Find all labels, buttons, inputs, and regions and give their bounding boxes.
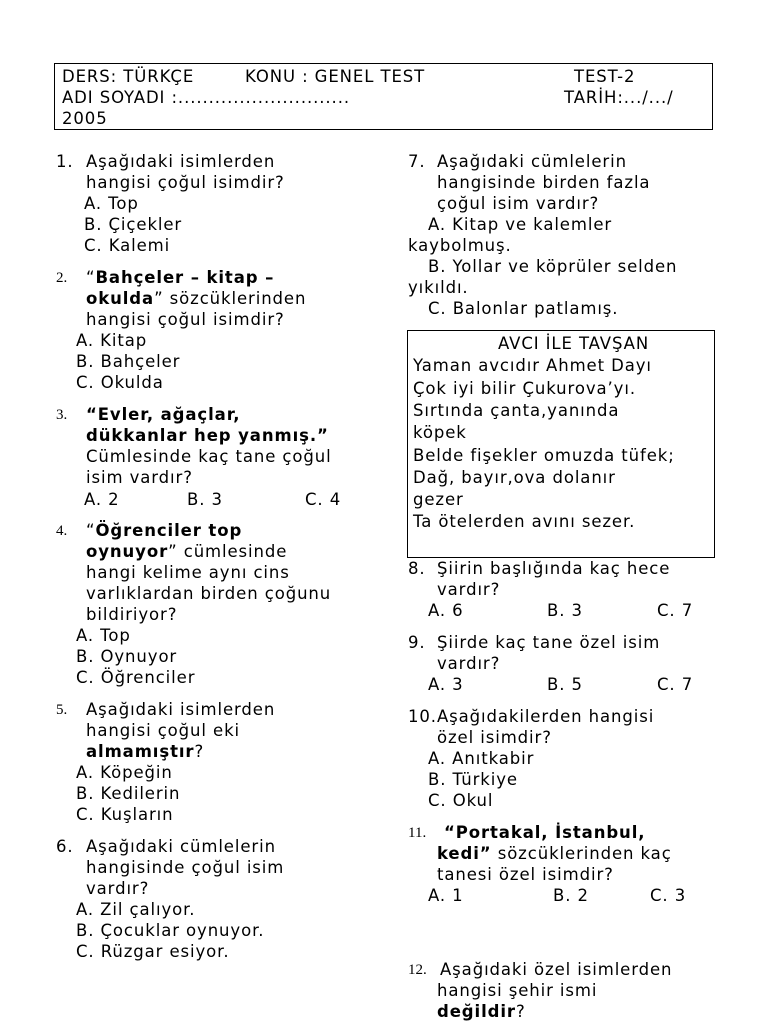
q11-option-a: A. 1 <box>428 886 464 905</box>
poem-title: AVCI İLE TAVŞAN <box>498 334 650 353</box>
q4-line4: varlıklardan birden çoğunu <box>86 584 332 603</box>
q5-line3: almamıştır? <box>86 742 205 761</box>
q12-line2: hangisi şehir ismi <box>437 981 598 1000</box>
q8-line1: Şiirin başlığında kaç hece <box>437 559 671 578</box>
q4-option-b: B. Oynuyor <box>76 647 178 666</box>
q9-line2: vardır? <box>437 654 501 673</box>
q5-line1: Aşağıdaki isimlerden <box>86 700 276 719</box>
q1-number: 1. <box>56 152 74 171</box>
poem-line: Sırtında çanta,yanında <box>413 401 620 420</box>
q11-line2: kedi” sözcüklerinden kaç <box>437 844 672 863</box>
header-test: TEST-2 <box>574 67 636 86</box>
q1-option-b: B. Çiçekler <box>84 215 183 234</box>
q5-line2: hangisi çoğul eki <box>86 721 241 740</box>
q9-option-b: B. 5 <box>547 675 583 694</box>
q6-line1: Aşağıdaki cümlelerin <box>86 837 276 856</box>
q11-option-b: B. 2 <box>553 886 589 905</box>
q3-line2: dükkanlar hep yanmış.” <box>86 426 329 445</box>
q1-option-a: A. Top <box>84 194 139 213</box>
q3-line4: isim vardır? <box>86 468 193 487</box>
q7-line1: Aşağıdaki cümlelerin <box>437 152 627 171</box>
q1-line1: Aşağıdaki isimlerden <box>86 152 276 171</box>
poem-line: gezer <box>413 490 464 509</box>
poem-line: Çok iyi bilir Çukurova’yı. <box>413 379 636 398</box>
q12-line3: değildir? <box>437 1002 526 1021</box>
poem-line: Dağ, bayır,ova dolanır <box>413 468 616 487</box>
header-ders: DERS: TÜRKÇE <box>62 67 195 86</box>
q3-option-a: A. 2 <box>84 490 120 509</box>
q6-option-b: B. Çocuklar oynuyor. <box>76 921 265 940</box>
q5-option-a: A. Köpeğin <box>76 763 173 782</box>
q2-option-a: A. Kitap <box>76 331 148 350</box>
q3-line1: “Evler, ağaçlar, <box>86 405 241 424</box>
header-konu: KONU : GENEL TEST <box>245 67 426 86</box>
q9-option-a: A. 3 <box>428 675 464 694</box>
q11-line3: tanesi özel isimdir? <box>437 865 614 884</box>
q1-option-c: C. Kalemi <box>84 236 171 255</box>
q6-line2: hangisinde çoğul isim <box>86 858 285 877</box>
q8-line2: vardır? <box>437 580 501 599</box>
q2-option-b: B. Bahçeler <box>76 352 181 371</box>
q11-option-c: C. 3 <box>650 886 687 905</box>
q11-line1: “Portakal, İstanbul, <box>444 823 646 842</box>
q9-option-c: C. 7 <box>657 675 694 694</box>
q10-option-a: A. Anıtkabir <box>428 749 535 768</box>
poem-line: köpek <box>413 423 467 442</box>
q7-option-b: B. Yollar ve köprüler selden <box>428 257 678 276</box>
q7-option-b-cont: yıkıldı. <box>408 278 469 297</box>
q3-number: 3. <box>56 407 68 423</box>
q7-option-a: A. Kitap ve kalemler <box>428 215 613 234</box>
q3-line3: Cümlesinde kaç tane çoğul <box>86 447 332 466</box>
q11-number: 11. <box>408 825 427 841</box>
q8-option-a: A. 6 <box>428 601 464 620</box>
q12-number: 12. <box>408 962 427 978</box>
q4-line5: bildiriyor? <box>86 605 178 624</box>
q8-number: 8. <box>408 559 426 578</box>
q4-line2: oynuyor” cümlesinde <box>86 542 288 561</box>
q4-number: 4. <box>56 523 68 539</box>
q4-line1: “Öğrenciler top <box>86 521 243 540</box>
q3-option-b: B. 3 <box>187 490 223 509</box>
q3-option-c: C. 4 <box>305 490 342 509</box>
header-year: 2005 <box>62 109 108 128</box>
q9-line1: Şiirde kaç tane özel isim <box>437 633 661 652</box>
poem-line: Ta ötelerden avını sezer. <box>413 512 636 531</box>
q7-option-c: C. Balonlar patlamış. <box>428 299 619 318</box>
q10-line2: özel isimdir? <box>437 728 552 747</box>
q6-number: 6. <box>56 837 74 856</box>
q7-number: 7. <box>408 152 426 171</box>
q8-option-b: B. 3 <box>547 601 583 620</box>
q2-line3: hangisi çoğul isimdir? <box>86 310 285 329</box>
q5-option-b: B. Kedilerin <box>76 784 181 803</box>
q1-line2: hangisi çoğul isimdir? <box>86 173 285 192</box>
q5-number: 5. <box>56 702 68 718</box>
q2-number: 2. <box>56 270 68 286</box>
q9-number: 9. <box>408 633 426 652</box>
q7-option-a-cont: kaybolmuş. <box>408 236 512 255</box>
q10-option-b: B. Türkiye <box>428 770 518 789</box>
q6-line3: vardır? <box>86 879 150 898</box>
q2-line2: okulda” sözcüklerinden <box>86 289 307 308</box>
q7-line2: hangisinde birden fazla <box>437 173 651 192</box>
q8-option-c: C. 7 <box>657 601 694 620</box>
q2-line1: “Bahçeler – kitap – <box>86 268 275 287</box>
q6-option-a: A. Zil çalıyor. <box>76 900 196 919</box>
q10-option-c: C. Okul <box>428 791 494 810</box>
poem-line: Belde fişekler omuzda tüfek; <box>413 446 675 465</box>
q5-option-c: C. Kuşların <box>76 805 174 824</box>
header-tarih: TARİH:.../.../ <box>564 88 674 107</box>
q7-line3: çoğul isim vardır? <box>437 194 600 213</box>
q12-line1: Aşağıdaki özel isimlerden <box>440 960 673 979</box>
q4-line3: hangi kelime aynı cins <box>86 563 290 582</box>
header-adi-soyadi: ADI SOYADI :............................ <box>62 88 350 107</box>
q2-option-c: C. Okulda <box>76 373 164 392</box>
q10-line1: 10.Aşağıdakilerden hangisi <box>408 707 655 726</box>
poem-line: Yaman avcıdır Ahmet Dayı <box>413 356 652 375</box>
q6-option-c: C. Rüzgar esiyor. <box>76 942 230 961</box>
q4-option-a: A. Top <box>76 626 131 645</box>
q4-option-c: C. Öğrenciler <box>76 668 196 687</box>
